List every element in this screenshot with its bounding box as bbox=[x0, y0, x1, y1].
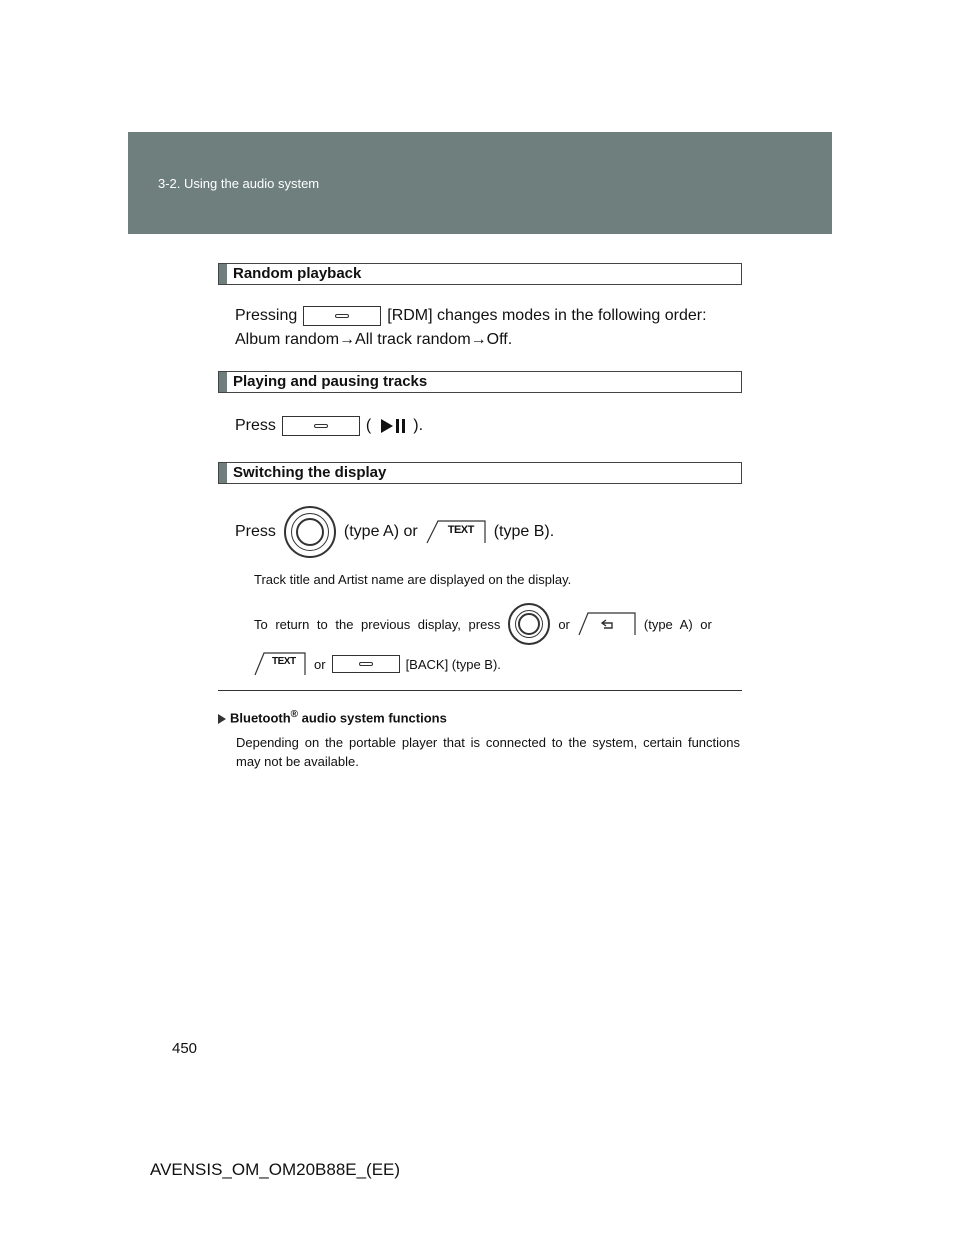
bluetooth-heading bbox=[218, 709, 447, 725]
text-type-b: (type B). bbox=[493, 523, 555, 540]
text-button-icon bbox=[254, 652, 306, 676]
registered-mark: ® bbox=[290, 709, 299, 720]
bluetooth-paragraph: Depending on the portable player that is connected to the system, certain functions may not be available. bbox=[236, 735, 740, 769]
text-pressing: Pressing bbox=[235, 307, 298, 324]
play-pause-button-icon bbox=[282, 416, 360, 436]
text-press: Press bbox=[235, 417, 276, 434]
random-line-2: Album random→All track random→Off. bbox=[235, 331, 513, 348]
bluetooth-word: Bluetooth bbox=[230, 710, 291, 726]
text-button-label: TEXT bbox=[447, 524, 474, 536]
play-pause-icon bbox=[375, 417, 409, 435]
tune-knob-icon bbox=[284, 506, 336, 558]
random-line-1 bbox=[235, 306, 707, 326]
text-close-paren: ). bbox=[413, 417, 424, 434]
text-rdm-desc: [RDM] changes modes in the following order: bbox=[387, 307, 707, 324]
section-breadcrumb: 3-2. Using the audio system bbox=[158, 176, 320, 191]
bullet-triangle-icon bbox=[218, 714, 226, 724]
switch-display-line bbox=[235, 506, 554, 558]
text-return: To return to the previous display, press bbox=[254, 616, 501, 632]
section-bar-play-pause bbox=[218, 371, 742, 393]
back-button-icon bbox=[578, 612, 636, 636]
section-bar-random-playback bbox=[218, 263, 742, 285]
section-title: Playing and pausing tracks bbox=[233, 373, 428, 390]
back-rect-button-icon bbox=[332, 655, 400, 673]
note-track-title: Track title and Artist name are displayed on the display. bbox=[254, 572, 572, 587]
text-type-a-or: (type A) or bbox=[643, 616, 712, 632]
page-number: 450 bbox=[172, 1040, 198, 1057]
document-id: AVENSIS_OM_OM20B88E_(EE) bbox=[150, 1160, 401, 1179]
play-pause-line bbox=[235, 416, 423, 436]
text-or: or bbox=[314, 656, 326, 672]
heading-rest: audio system functions bbox=[298, 710, 447, 726]
text-or: or bbox=[558, 616, 570, 632]
text-type-a-or: (type A) or bbox=[343, 523, 418, 540]
rdm-button-icon bbox=[303, 306, 381, 326]
note-back bbox=[254, 652, 501, 676]
text-back-type-b: [BACK] (type B). bbox=[405, 656, 501, 672]
text-press: Press bbox=[235, 523, 276, 540]
tune-knob-icon bbox=[508, 603, 550, 645]
section-bar-switch-display bbox=[218, 462, 742, 484]
section-title: Random playback bbox=[233, 265, 362, 282]
section-title: Switching the display bbox=[233, 464, 387, 481]
note-return bbox=[254, 603, 740, 645]
text-button-icon bbox=[426, 520, 486, 544]
divider bbox=[218, 690, 742, 691]
text-open-paren: ( bbox=[365, 417, 372, 434]
text-button-label: TEXT bbox=[272, 656, 296, 667]
header-band bbox=[128, 132, 832, 234]
